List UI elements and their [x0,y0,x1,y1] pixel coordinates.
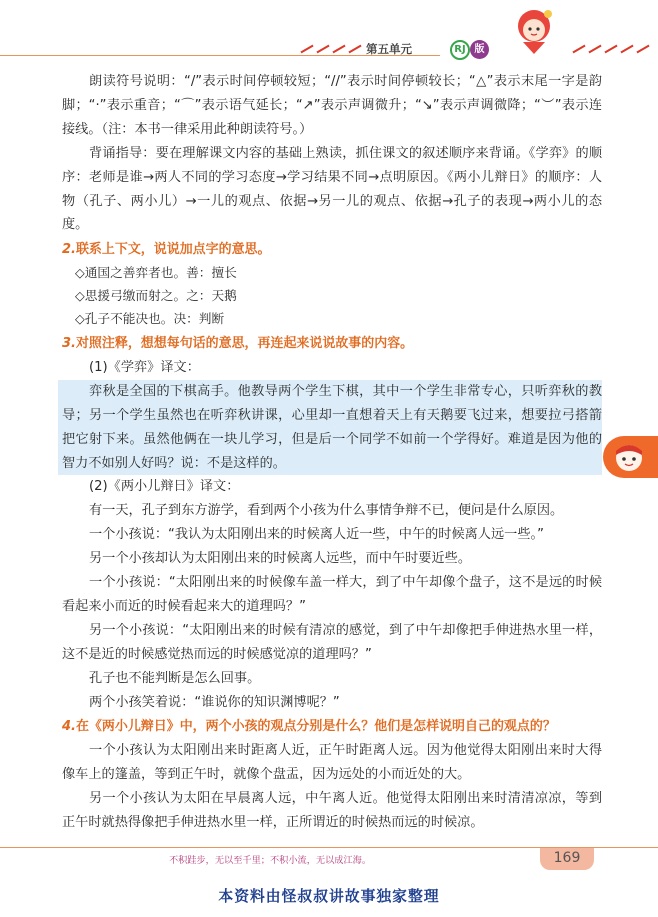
paragraph: 一个小孩说：“太阳刚出来的时候像车盖一样大，到了中午却像个盘子，这不是远的时候看起来小而近的时候看起来大的道理吗？” [62,575,602,614]
question-3 [62,333,602,356]
page-content [62,70,602,835]
paragraph: (1)《学弈》译文： [89,359,200,375]
paragraph: 另一个小孩却认为太阳刚出来的时候离人远些，而中午时要近些。 [89,551,471,567]
header-dash [300,45,313,54]
header-dash [620,45,633,54]
paragraph: 一个小孩认为太阳刚出来时距离人近，正午时距离人远。因为他觉得太阳刚出来时大得像车上的篷盖，等到正午时，就像个盘盂，因为远处的小而近处的大。 [62,743,602,783]
question-text: 对照注释，想想每句话的意思，再连起来说说故事的内容。 [75,335,414,351]
paragraph: 背诵指导：要在理解课文内容的基础上熟读，抓住课文的叙述顺序来背诵。《学弈》的顺序：老师是谁→两人不同的学习态度→学习结果不同→点明原因。《两小儿辩日》的顺序：人物（孔子、两小儿）→一儿的观点、依据→另一儿的观点、依据→孔子的表现→两小儿的态度。 [62,145,602,233]
question-2 [62,239,602,262]
header-dash [588,45,601,54]
answer-option: ◇思援弓缴而射之。之：天鹅 [75,288,237,304]
paragraph: 孔子也不能判断是怎么回事。 [89,670,261,686]
question-text: 在《两小儿辩日》中，两个小孩的观点分别是什么？他们是怎样说明自己的观点的？ [75,719,556,735]
question-number: 3. [62,335,76,351]
header-dash [636,45,649,54]
credit-line: 本资料由怪叔叔讲故事独家整理 [218,888,440,905]
paragraph: (2)《两小儿辩日》译文： [89,479,240,495]
question-number: 4. [62,719,76,735]
mascot-girl-icon [508,6,560,56]
unit-title: 第五单元 [366,42,412,56]
edition-badge-rj: RJ [450,40,470,60]
header-dash [316,45,329,54]
page-header [0,0,658,70]
footer-motto: 不积跬步，无以至千里；不积小流，无以成江海。 [168,855,372,866]
paragraph: 两个小孩笑着说：“谁说你的知识渊博呢？” [89,694,340,710]
paragraph: 一个小孩说：“我认为太阳刚出来的时候离人近一些，中午的时候离人远一些。” [89,527,544,543]
header-dash [604,45,617,54]
paragraph: 另一个小孩说：“太阳刚出来的时候有清凉的感觉，到了中午却像把手伸进热水里一样，这不是近的时候感觉热而远的时候感觉凉的道理吗？” [62,622,602,662]
mascot-face-icon [609,437,649,477]
question-text: 联系上下文，说说加点字的意思。 [75,242,271,258]
header-dash [572,45,585,54]
side-tab [603,436,658,478]
highlighted-paragraph: 弈秋是全国的下棋高手。他教导两个学生下棋，其中一个学生非常专心，只听弈秋的教导；另一个学生虽然也在听弈秋讲课，心里却一直想着天上有天鹅要飞过来，想要拉弓搭箭把它射下来。虽然他俩在一块儿学习，但是后一个同学不如前一个学得好。难道是因为他的智力不如别人好吗？说：不是这样的。 [58,380,602,476]
answer-option: ◇通国之善弈者也。善：擅长 [75,265,237,281]
paragraph: 另一个小孩认为太阳在早晨离人远，中午离人近。他觉得太阳刚出来时清清凉凉，等到正午时就热得像把手伸进热水里一样，正所谓近的时候热而远的时候凉。 [62,791,602,831]
answer-option: ◇孔子不能决也。决：判断 [75,311,225,327]
header-dash [348,45,361,54]
page-number: 169 [553,850,581,866]
paragraph: 朗读符号说明：“/”表示时间停顿较短；“//”表示时间停顿较长；“△”表示末尾一字是韵脚；“·”表示重音；“⌒”表示语气延长；“↗”表示声调微升；“↘”表示声调微降；“︶”表示连接线。（注：本书一律采用此种朗读符号。） [62,74,602,137]
paragraph: 有一天，孔子到东方游学，看到两个小孩为什么事情争辩不已，便问是什么原因。 [89,503,564,519]
edition-badge-ban: 版 [470,40,489,59]
question-4 [62,716,602,739]
header-dash [332,45,345,54]
question-number: 2. [62,242,76,258]
